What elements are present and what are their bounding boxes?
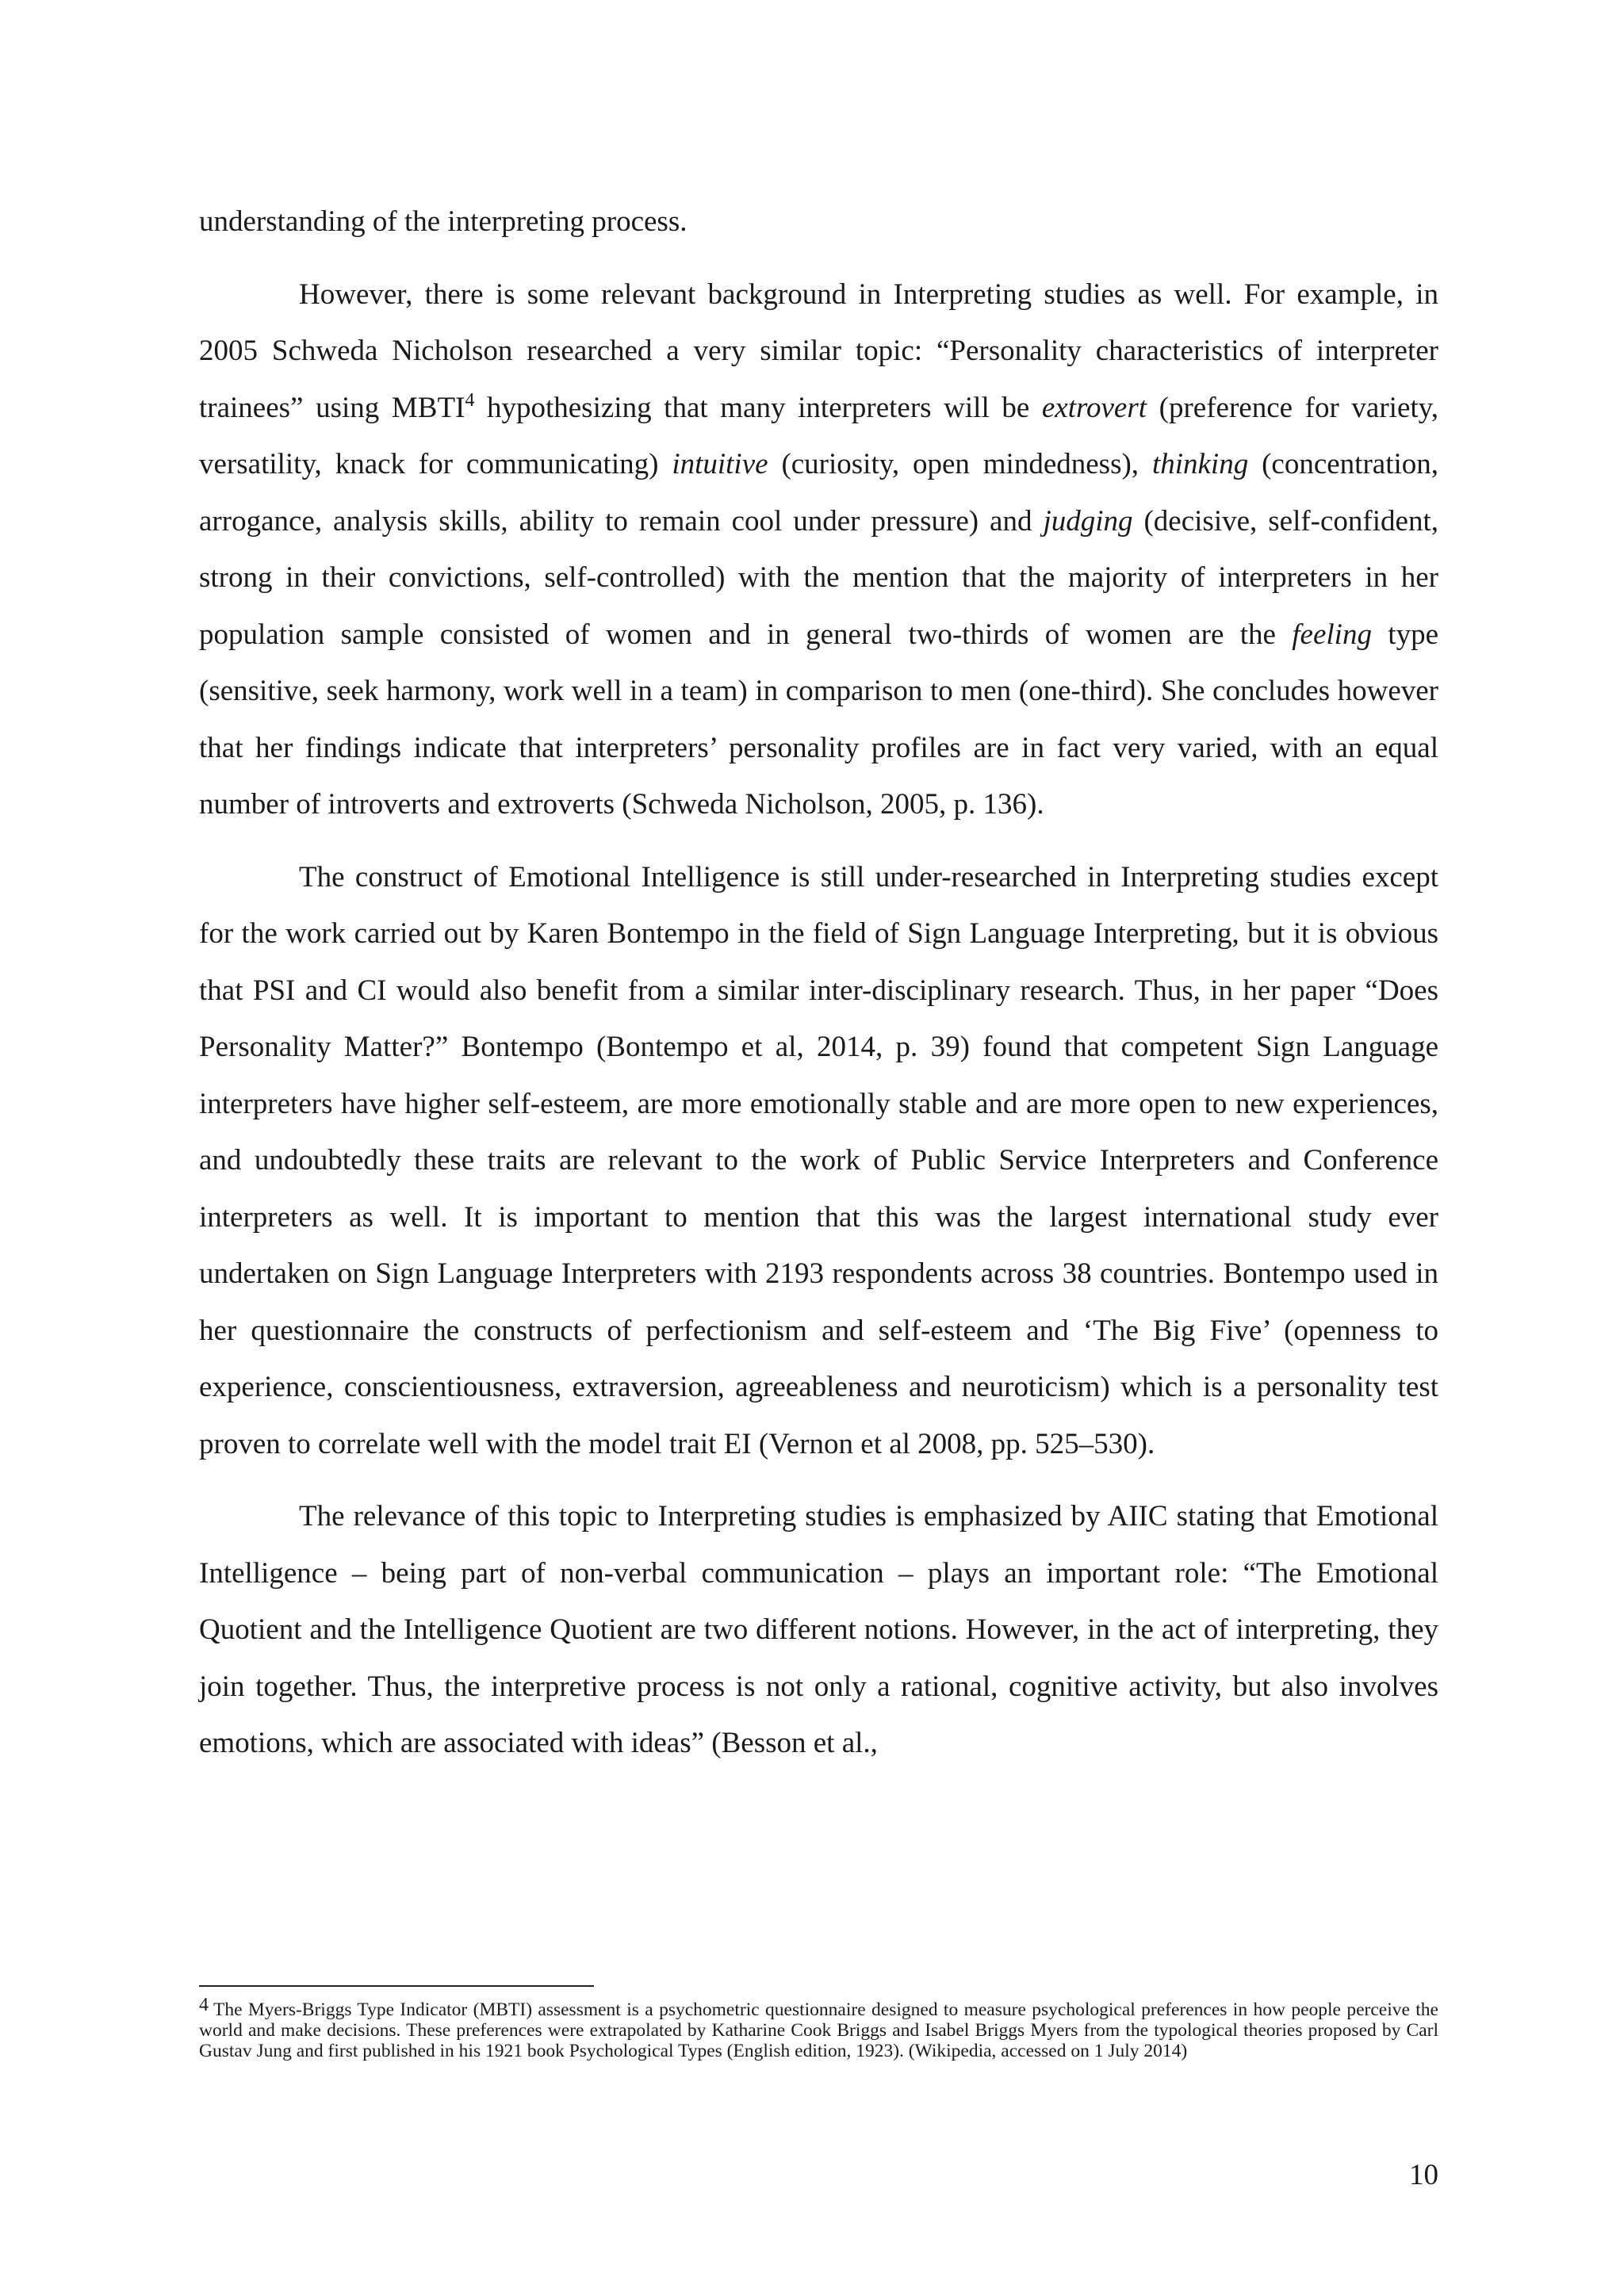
text-run: The relevance of this topic to Interpreting studies is emphasized by AIIC stating that Emotional Intelligence – being part of non-verbal communication – plays an important role: “The Emotional Quotient and the Intelligence Quotient are two different notions. However, in the act of interpreting, they join together. Thus, the interpretive process is not only a rational, cognitive activity, but also involves emotions, which are associated with ideas” (Besson et al.,: [199, 1500, 1438, 1759]
body-text: [199, 193, 1438, 1772]
emphasis-term: intuitive: [672, 448, 768, 480]
text-run: (curiosity, open mindedness),: [768, 448, 1152, 480]
footnote-divider: [199, 1985, 594, 1987]
paragraph-personality-background: [199, 266, 1438, 833]
footnote: [199, 1995, 1438, 2061]
page-number: 10: [1409, 2159, 1438, 2191]
text-run: The construct of Emotional Intelligence is still under-researched in Interpreting studies except for the work carried out by Karen Bontempo in the field of Sign Language Interpreting, but it is obvious that PSI and CI would also benefit from a similar inter-disciplinary research. Thus, in her paper “Does Personality Matter?” Bontempo (Bontempo et al, 2014, p. 39) found that competent Sign Language interpreters have higher self-esteem, are more emotionally stable and are more open to new experiences, and undoubtedly these traits are relevant to the work of Public Service Interpreters and Conference interpreters as well. It is important to mention that this was the largest international study ever undertaken on Sign Language Interpreters with 2193 respondents across 38 countries. Bontempo used in her questionnaire the constructs of perfectionism and self-esteem and ‘The Big Five’ (openness to experience, conscientiousness, extraversion, agreeableness and neuroticism) which is a personality test proven to correlate well with the model trait EI (Vernon et al 2008, pp. 525–530).: [199, 860, 1438, 1460]
paragraph-relevance: [199, 1488, 1438, 1772]
text-run: understanding of the interpreting process.: [199, 205, 688, 238]
text-run: However, there is some relevant background in Interpreting studies as well. For example, in 2005 Schweda Nicholson researched a very similar topic: “Personality characteristics of interpreter trainees” using MBTI: [199, 277, 1438, 424]
text-run: (concentration, arrogance, analysis skills, ability to remain cool under pressure) and: [199, 448, 1439, 538]
emphasis-term: extrovert: [1041, 391, 1147, 424]
emphasis-term: thinking: [1151, 448, 1249, 480]
footnote-marker: 4: [199, 1995, 209, 2015]
paragraph-continuation: [199, 193, 1438, 251]
footnote-reference[interactable]: 4: [465, 389, 475, 411]
emphasis-term: feeling: [1292, 618, 1372, 651]
text-run: type (sensitive, seek harmony, work well in a team) in comparison to men (one-third). She concludes however that her findings indicate that interpreters’ personality profiles are in fact very varied, with an equal number of introverts and extroverts (Schweda Nicholson, 2005, p. 136).: [199, 618, 1438, 821]
paragraph-emotional-intelligence: [199, 849, 1438, 1473]
text-run: (decisive, self-confident, strong in their convictions, self-controlled) with the mention that the majority of interpreters in her population sample consisted of women and in general two-thirds of women are the: [199, 504, 1438, 651]
emphasis-term: judging: [1043, 504, 1133, 538]
text-run: (preference for variety, versatility, knack for communicating): [199, 391, 1438, 480]
document-page: [199, 0, 1438, 2296]
footnote-text: The Myers-Briggs Type Indicator (MBTI) assessment is a psychometric questionnaire designed to measure psychological preferences in how people perceive the world and make decisions. These preferences were extrapolated by Katharine Cook Briggs and Isabel Briggs Myers from the typological theories proposed by Carl Gustav Jung and first published in his 1921 book Psychological Types (English edition, 1923). (Wikipedia, accessed on 1 July 2014): [199, 1999, 1438, 2061]
text-run: hypothesizing that many interpreters will be: [474, 391, 1042, 424]
